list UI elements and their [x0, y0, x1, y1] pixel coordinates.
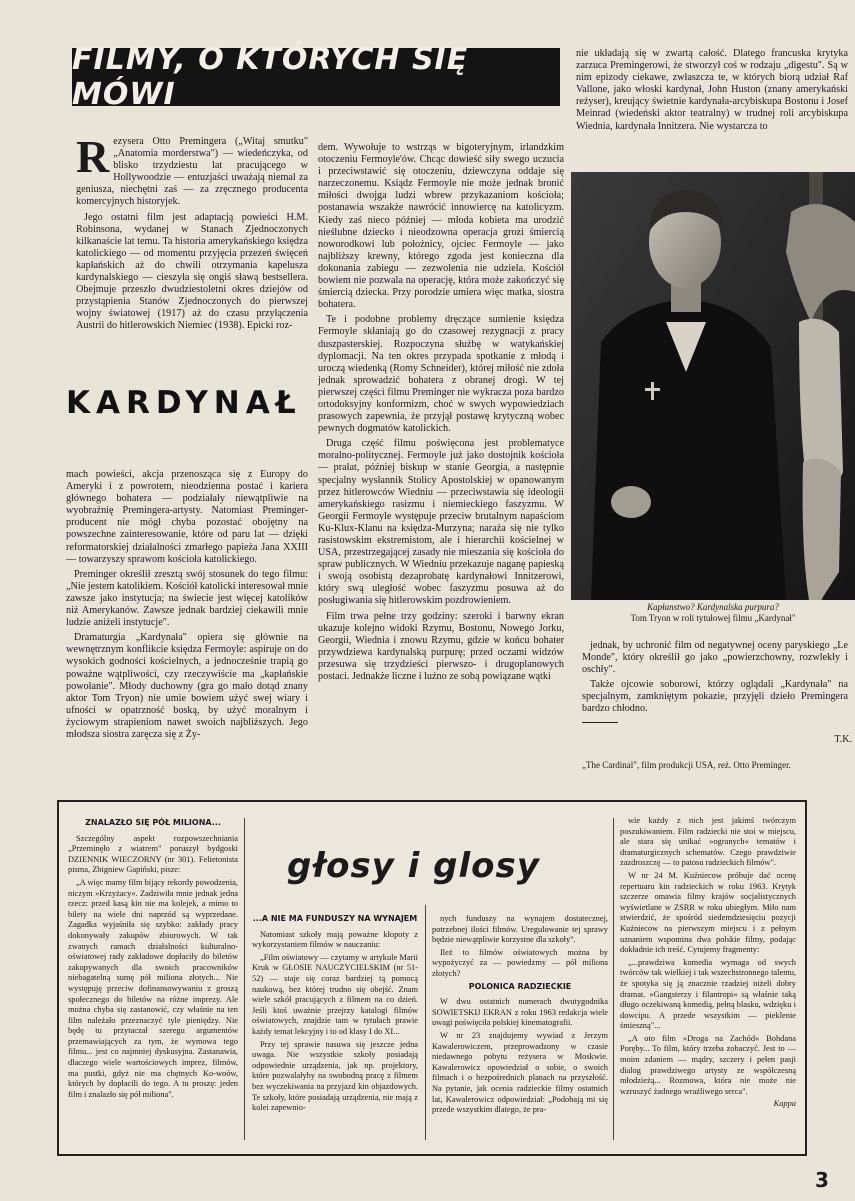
article-title: KARDYNAŁ [66, 385, 302, 421]
box-heading: ...A NIE MA FUNDUSZY NA WYNAJEM [252, 914, 418, 923]
article-paragraph: ezyserа Otto Premingera („Witaj smutku" „Anatomia morderstwa") — wiedeńczyka, od blisko trzydziestu lat pracującego w Hollywoodzie — entuzjaści uważają niemal za geniusza, niechętni zaś — za zręcznego producenta komercyjnych historyjek. [76, 136, 308, 208]
caption-line: Kapłanstwo? Kardynalska purpura? [647, 602, 779, 612]
box-paragraph: „Film oświatowy — czytamy w artykule Marii Kruk w GŁOSIE NAUCZYCIELSKIM (nr 51-52) — staje się coraz bardziej tą pomocą naukową, bez której trudno się obejść. Znam wiele szkół pracujących z filmem na co dzień. Jeśli ktoś uważnie przejrzy katalogi filmów oświatowych, znajdzie tam w tytułach prawie każdy temat lekcyjny i to od klasy I do XI... [252, 952, 418, 1036]
caption-line: Tom Tryon w roli tytułowej filmu „Kardynał" [630, 613, 796, 623]
photo-caption [571, 602, 855, 624]
box-column-3 [432, 914, 608, 1118]
article-paragraph: nie układają się w zwartą całość. Dlatego francuska krytyka zarzuca Premingerowi, że stworzył coś w rodzaju „digestu". Są w nim epizody ciekawe, zwłaszcza te, w których biorą udział Raf Vallone, jako włoski kardynał, John Huston (znany amerykański reżyser), kreujący świetnie kardynała-arcybiskupa Bostonu i Josef Meinrad (wiedeński aktor teatralny) w trudnej roli arcybiskupa Wiednia, kardynała Innitzera. Nie wystarcza to [576, 48, 848, 132]
box-column-2 [252, 912, 418, 1116]
box-paragraph: W nr 24 M. Kuźniecow próbuje dać ocenę repertuaru kin radzieckich w roku 1963. Krytyk szczerze omawia filmy krajów socjalistycznych wyświetlane w ZSRR w roku ubiegłym. Miło nam stwierdzić, że spośród siedemdziesięciu pozycji Kuźniecow na pierwszym miejscu i z pełnym uznaniem wspomina dwa polskie filmy, podając dokładnie ich treść. Cytujemy fragmenty: [620, 870, 796, 955]
box-column-4 [620, 816, 796, 1112]
article-column-2 [318, 142, 564, 686]
box-paragraph: Ileż to filmów oświatowych można by wypożyczyć za — powiedzmy — pół miliona złotych? [432, 947, 608, 978]
divider [582, 722, 618, 723]
box-paragraph: nych funduszy na wynajem dostatecznej, potrzebnej ilości filmów. Uregulowanie tej sprawy będzie niewątpliwie korzystne dla szkoły". [432, 914, 608, 945]
box-title-text: głosy i glosy [287, 846, 540, 886]
box-paragraph: Przy tej sprawie nasuwa się jeszcze jedna uwaga. Nie wszystkie szkoły posiadają odpowiednie urządzenia, jak np. projektory, które pozwalałyby na swobodną pracę z filmem bez wyczekiwania na przyjazd kin objazdowych. Te szkoły, które posiadają urządzenia, nie mają z kolei zapewnio- [252, 1039, 418, 1113]
article-column-1-bottom [66, 469, 308, 744]
box-paragraph: „A oto film »Droga na Zachód« Bohdana Poręby... To film, który trzeba zobaczyć. Jest to — moim zdaniem — mądry, szczery i pełen pasji dialog prawdziwego artysty ze współczesną młodzieżą... Rozmowa, która nie może nie wzruszyć żadnego wrażliwego serca". [620, 1033, 796, 1096]
film-credits-footnote: „The Cardinal", film produkcji USA, reż. Otto Preminger. [582, 760, 791, 770]
article-signature: T.K. [834, 734, 852, 745]
box-paragraph: Szczególny aspekt rozpowszechniania „Przeminęło z wiatrem" poruszył bydgoski DZIENNIK WIECZORNY (nr 301). Felietonista pisma, Zbigniew Gapiński, pisze: [68, 833, 238, 875]
box-paragraph: wie każdy z nich jest jakimś twórczym poszukiwaniem. Film radziecki nie stoi w miejscu, ale stara się unikać »ogranych« tematów i dramaturgicznych schematów. Czego prawdziwie zazdroszczę — to patosu radzieckich filmów". [620, 816, 796, 868]
article-paragraph: Jego ostatni film jest adaptacją powieści H.M. Robinsona, wydanej w Stanach Zjednoczonych kilkanaście lat temu. Ta historia amerykańskiego księdza katolickiego — od momentu przyjęcia przezeń święceń kapłańskich aż do chwili otrzymania kapelusza kardynalskiego — cieszyła się ongiś sławą bestsellera. Obejmuje przeszło dwudziestoletni okres dziejów od przystąpienia Stanów Zjednoczonych do pierwszej wojny światowej (1917) aż do czasu przyłączenia Austrii do hitlerowskich Niemiec (1938). Epicki roz- [76, 211, 308, 332]
box-paragraph: „...prawdziwa komedia wymaga od swych twórców tak wielkiej i tak wszechstronnego talentu, że spotyka się ją znacznie rzadziej niżeli dobry dramat. »Gangsterzy i filantropi« są właśnie taką długo oczekiwaną komedią, pełną blasku, wdzięku i dowcipu. A przede wszystkim — pieklenie śmieszną"... [620, 957, 796, 1031]
article-column-3-bottom [582, 640, 848, 719]
priest-photo-illustration [571, 172, 855, 600]
box-title [287, 846, 605, 890]
article-column-3-top [576, 48, 848, 136]
article-paragraph: Te i podobne problemy dręczące sumienie księdza Fermoyle skłaniają go do czasowej rezygnacji z pracy duszpasterskiej. Rozpoczyna służbę w watykańskiej dyplomacji. Na ten okres przypada spotkanie z młodą i uroczą wiedenką (Romy Schneider), której miłość nie zdoła jednak sprowadzić bohatera z obranej drogi. W tej pierwszej części filmu Preminger nie wykracza poza bardzo ortodoksyjny konformizm, choć w swych wypowiedziach prasowych zapewnia, że przyjął postawę krytyczną wobec pewnych dogmatów katolickich. [318, 314, 564, 435]
article-paragraph: jednak, by uchronić film od negatywnej oceny paryskiego „Le Monde", który określił go jako „powierzchowny, rozwlekły i oschły". [582, 640, 848, 676]
box-column-1 [68, 816, 238, 1102]
page-number: 3 [815, 1168, 829, 1192]
drop-cap: R [76, 131, 110, 182]
article-paragraph: Preminger określił zresztą swój stosunek do tego filmu: „Nie jestem katolikiem. Kościół katolicki interesował mnie zawsze jako instytucja; na świecie jest więcej katolików niż Amerykanów. Zawsze jednak bardziej ciekawili mnie ludzie aniżeli instytucje". [66, 568, 308, 629]
box-paragraph: „A więc mamy film bijący rekordy powodzenia, niczym »Krzyżacy«. Zadziwiła mnie jednak jedna rzecz: przed kasą kin nie ma kolejek, a mimo to bilety na wiele dni naprzód są wyprzedane. Zagadka wyjaśniła się szybko: zakłady pracy dokonywały zakupów zbiorowych. W tak zwanych ramach działalności kulturalno-oświatowej rady zakładowe dopłaciły do biletów zakupywanych dla swoich pracowników niebagatelną sumę pół miliona złotych... Nie występuję przeciw dofinansowywaniu z groszą społecznego do biletów na różne imprezy. Ale można chyba się zastanowić, czy właśnie na ten film należało przeznaczyć tyle pieniędzy. Nie będę tu przytaczał szeregu argumentów przemawiających za tym, że wymowa tego filmu... jest co najmniej dyskusyjna. Zastanawia, dlaczego wiele wartościowych imprez, filmów, ma pustki, gdyż nie ma chętnych Ko-woów, których by dopłacili do tego. A tu proszę: jeden film i znalazło się pół miliona". [68, 877, 238, 1099]
article-paragraph: Druga część filmu poświęcona jest problematyce moralno-politycznej. Fermoyle już jako dostojnik kościoła — prałat, później biskup w stanie Georgia, a następnie specjalny wysłannik Stolicy Apostolskiej w opanowanym przez hitlerowców Wiedniu — przeciwstawia się ideologii amerykańskiego rasizmu i niemieckiego faszyzmu. W Georgii Fermoyle występuje przeciw brutalnym napaściom Ku-Klux-Klanu na księdza-Murzyna; naraża się nie tylko rasistowskim ekstremistom, ale i hierarchii kościelnej w USA, przestrzegającej zasady nie mieszania się kościoła do spraw publicznych. W Wiedniu przekazuje naganę papieską i swoją osobistą dezaprobatę kardynałowi Innitzerowi, który swą uległość wobec faszyzmu posuwa aż do posługiwania się hitlerowskim pozdrowieniem. [318, 438, 564, 607]
box-signature: Kappa [773, 1099, 796, 1109]
column-divider [613, 818, 614, 1140]
box-paragraph: W dwu ostatnich numerach dwutygodnika SOWIETSKIJ EKRAN z roku 1963 redakcja wiele uwagi poświęciła polskiej kinematografii. [432, 997, 608, 1028]
article-paragraph: Dramaturgia „Kardynała" opiera się głównie na wewnętrznym konflikcie księdza Fermoyle: aspiruje on do wysokich godności kościelnych, a jednocześnie trapią go poważne wątpliwości, czy rzeczywiście ma „kapłańskie powołanie". Młody duchowny (gra go mało dotąd znany aktor Tom Tryon) nie umie bowiem użyć swej wiary i ufności w opatrzność boską, by użyć moralnym i życiowym strapieniom nawet swoich najbliższych. Jego młodsza siostra zaręcza się z Ży- [66, 632, 308, 740]
article-column-1-top [76, 131, 308, 336]
column-divider [425, 905, 426, 1140]
article-paragraph: mach powieści, akcja przenosząca się z Europy do Ameryki i z powrotem, nieodzienna postać i kariera głównego bohatera — podziałały niewątpliwie na wyobraźnię Premingera-artysty. Natomiast Preminger-producent nie mógł chyba pozostać obojętny na powszechne zainteresowanie, które od paru lat — dzięki reformatorskiej działalności zmarłego papieża Jana XXIII — towarzyszy sprawom kościoła katolickiego. [66, 469, 308, 565]
article-paragraph: dem. Wywołuje to wstrząs w bigoteryjnym, irlandzkim otoczeniu Fermoyle'ów. Chcąc dowieść siły swego uczucia i przeciwstawić się otoczeniu, dziewczyna oddaje się narzeczonemu. Ksiądz Fermoyle nie może jednak bronić miłości dwojga ludzi wbrew przykazaniom kościoła; postanawia wszakże nawrócić innowiercę na katolicyzm. Kiedy zaś nieco później — młoda kobieta ma urodzić nieślubne dziecko i nieodzowna operacja grozi śmiercią noworodkowi lub położnicy, ojciec Fermoyle — jako najbliższy krewny, którego zgoda jest konieczna dla dokonania zabiegu — zezwolenia nie udziela. Kościół bowiem nie pozwala na operację, która może zakończyć się śmiercią dziecka. Przy porodzie umiera więc matka, siostra bohatera. [318, 142, 564, 311]
column-divider [244, 818, 245, 1140]
box-heading: POLONICA RADZIECKIE [468, 981, 572, 991]
article-paragraph: Także ojcowie soborowi, którzy oglądali „Kardynała" na specjalnym, zamkniętym pokazie, przyjęli dzieło Premingera bardzo chłodno. [582, 679, 848, 715]
box-paragraph: Natomiast szkoły mają poważne kłopoty z wykorzystaniem filmów w nauczaniu: [252, 929, 418, 950]
film-still-photo [571, 172, 855, 600]
article-paragraph: Film trwa pełne trzy godziny: szeroki i barwny ekran ukazuje kolejno widoki Rzymu, Bostonu, Nowego Jorku, Georgii, Wiednia i znowu Rzymu, gdzie w końcu bohater przywdziewa kardynalską purpurę; przed oczami widzów przesuwa się trzydzieści pierwszo- i drugoplanowych postaci. Jednakże liczne i luźno ze sobą powiązane wątki [318, 610, 564, 683]
box-heading: ZNALAZŁO SIĘ PÓŁ MILIONA... [85, 818, 221, 827]
box-paragraph: W nr 23 znajdujemy wywiad z Jerzym Kawalerowiczem, przeprowadzony w czasie niedawnego pobytu reżysera w Moskwie. Kawalerowicz opowiedział o sobie, o swoich filmach i o bezpośrednich planach na przyszłość. Na pytanie, jak ocenia radzieckie filmy ostatnich lat, Kawalerowicz odpowiedział: „Podobają mi się przede wszystkim dlatego, że pra- [432, 1030, 608, 1115]
section-banner: FILMY, O KTÓRYCH SIĘ MÓWI [72, 48, 560, 106]
